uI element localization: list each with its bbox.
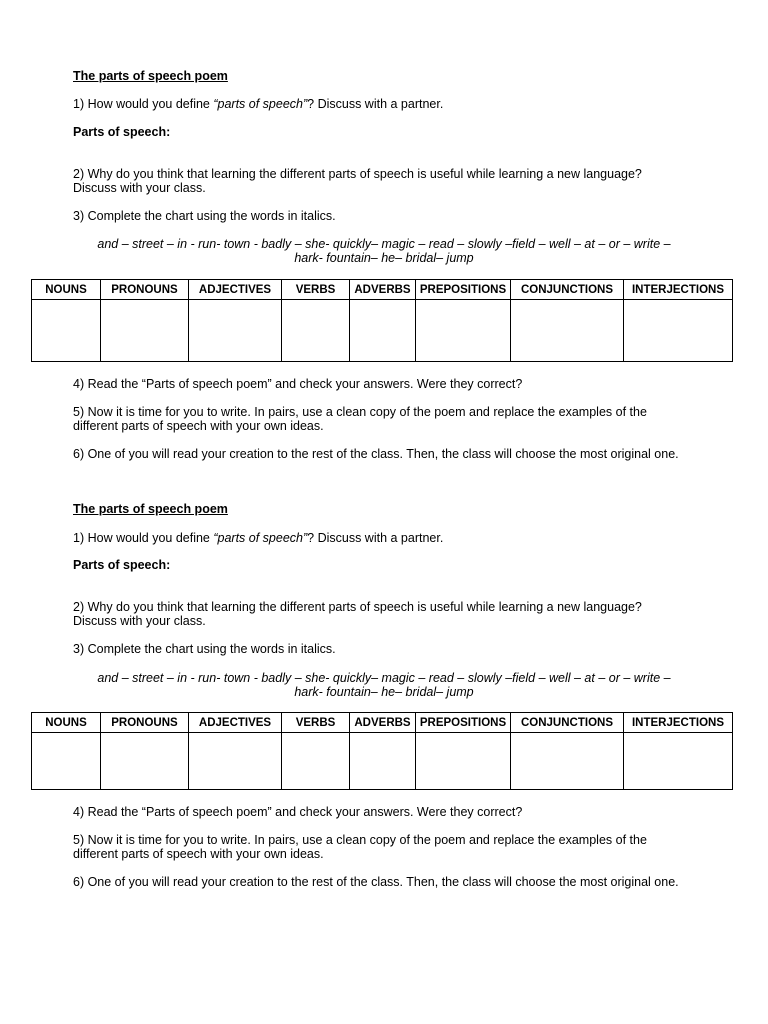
question-5: 5) Now it is time for you to write. In pairs, use a clean copy of the poem and replace the examples of the different parts of speech with your own ideas. (73, 833, 647, 861)
chart-cell-adjectives[interactable] (189, 733, 282, 790)
parts-of-speech-chart (31, 279, 733, 362)
question-1-suffix: ? Discuss with a partner. (307, 97, 444, 111)
chart-answer-row (32, 300, 733, 362)
question-3: 3) Complete the chart using the words in italics. (73, 209, 336, 223)
question-1-italic: “parts of speech” (213, 531, 308, 545)
word-bank-line-1: and – street – in - run- town - badly – she- quickly– magic – read – slowly –field – well – at – or – write – (97, 671, 671, 685)
chart-header-conjunctions: CONJUNCTIONS (511, 713, 624, 733)
word-bank-line-2: hark- fountain– he– bridal– jump (294, 685, 474, 699)
question-4: 4) Read the “Parts of speech poem” and check your answers. Were they correct? (73, 805, 523, 819)
chart-header-adjectives: ADJECTIVES (189, 280, 282, 300)
worksheet-title: The parts of speech poem (73, 502, 228, 516)
chart-cell-verbs[interactable] (282, 733, 350, 790)
question-4: 4) Read the “Parts of speech poem” and check your answers. Were they correct? (73, 377, 523, 391)
question-5: 5) Now it is time for you to write. In pairs, use a clean copy of the poem and replace the examples of the different parts of speech with your own ideas. (73, 405, 647, 433)
chart-cell-pronouns[interactable] (101, 733, 189, 790)
chart-header-row (32, 280, 733, 300)
chart-header-nouns: NOUNS (32, 280, 101, 300)
chart-header-adjectives: ADJECTIVES (189, 713, 282, 733)
chart-cell-interjections[interactable] (624, 300, 733, 362)
chart-header-verbs: VERBS (282, 280, 350, 300)
chart-cell-nouns[interactable] (32, 733, 101, 790)
question-6: 6) One of you will read your creation to the rest of the class. Then, the class will choose the most original one. (73, 447, 679, 461)
chart-cell-conjunctions[interactable] (511, 300, 624, 362)
chart-header-verbs: VERBS (282, 713, 350, 733)
worksheet-title: The parts of speech poem (73, 69, 228, 83)
chart-cell-verbs[interactable] (282, 300, 350, 362)
question-1 (73, 97, 683, 111)
chart-header-interjections: INTERJECTIONS (624, 280, 733, 300)
chart-header-row (32, 713, 733, 733)
chart-header-adverbs: ADVERBS (350, 280, 416, 300)
word-bank-line-1: and – street – in - run- town - badly – she- quickly– magic – read – slowly –field – well – at – or – write – (97, 237, 671, 251)
parts-of-speech-label: Parts of speech: (73, 558, 171, 572)
chart-header-adverbs: ADVERBS (350, 713, 416, 733)
question-1-italic: “parts of speech” (213, 97, 308, 111)
chart-header-conjunctions: CONJUNCTIONS (511, 280, 624, 300)
chart-header-nouns: NOUNS (32, 713, 101, 733)
chart-header-interjections: INTERJECTIONS (624, 713, 733, 733)
chart-cell-adverbs[interactable] (350, 733, 416, 790)
chart-header-prepositions: PREPOSITIONS (416, 713, 511, 733)
chart-header-pronouns: PRONOUNS (101, 280, 189, 300)
question-2: 2) Why do you think that learning the different parts of speech is useful while learning a new language? Discuss with your class. (73, 600, 642, 628)
chart-cell-prepositions[interactable] (416, 300, 511, 362)
question-1-prefix: 1) How would you define (73, 97, 214, 111)
chart-cell-adverbs[interactable] (350, 300, 416, 362)
chart-cell-adjectives[interactable] (189, 300, 282, 362)
chart-header-pronouns: PRONOUNS (101, 713, 189, 733)
parts-of-speech-label: Parts of speech: (73, 125, 171, 139)
question-1-prefix: 1) How would you define (73, 531, 214, 545)
question-1-suffix: ? Discuss with a partner. (307, 531, 444, 545)
question-6: 6) One of you will read your creation to the rest of the class. Then, the class will choose the most original one. (73, 875, 679, 889)
question-3: 3) Complete the chart using the words in italics. (73, 642, 336, 656)
chart-cell-interjections[interactable] (624, 733, 733, 790)
word-bank-line-2: hark- fountain– he– bridal– jump (294, 251, 474, 265)
chart-cell-nouns[interactable] (32, 300, 101, 362)
question-1 (73, 531, 683, 545)
chart-cell-pronouns[interactable] (101, 300, 189, 362)
chart-cell-conjunctions[interactable] (511, 733, 624, 790)
chart-cell-prepositions[interactable] (416, 733, 511, 790)
parts-of-speech-chart (31, 712, 733, 790)
chart-header-prepositions: PREPOSITIONS (416, 280, 511, 300)
chart-answer-row (32, 733, 733, 790)
question-2: 2) Why do you think that learning the different parts of speech is useful while learning a new language? Discuss with your class. (73, 167, 642, 195)
